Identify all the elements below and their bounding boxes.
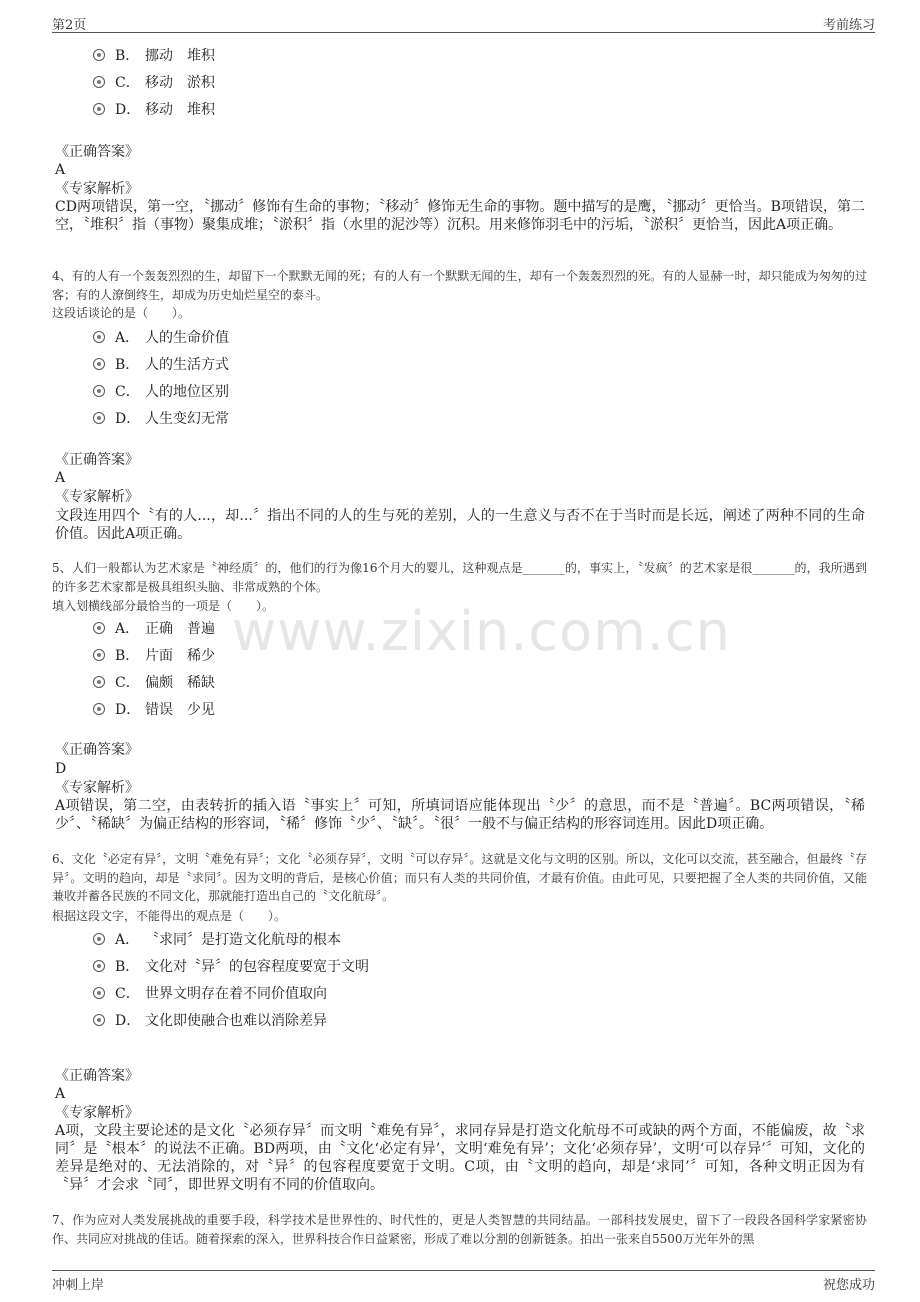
radio-icon[interactable] <box>93 649 105 661</box>
option-text: 错误 少见 <box>145 702 215 718</box>
radio-icon[interactable] <box>93 933 105 945</box>
footer-left-text: 冲刺上岸 <box>52 1278 105 1293</box>
answer-heading: 《正确答案》 <box>55 1068 139 1084</box>
option-letter: D． <box>115 702 141 718</box>
option-c[interactable] <box>93 672 215 692</box>
option-b[interactable] <box>93 645 215 665</box>
analysis-text: CD两项错误，第一空，〝挪动〞修饰有生命的事物；〝移动〞修饰无生命的事物。题中描写的是鹰，〝挪动〞更恰当。B项错误，第二空，〝堆积〞指（事物）聚集成堆；〝淤积〞指（水里的泥沙等）沉积。用来修饰羽毛中的污垢，〝淤积〞更恰当，因此A项正确。 <box>55 199 865 233</box>
option-text: 偏颇 稀缺 <box>145 675 215 691</box>
option-text: 世界文明存在着不同价值取向 <box>145 986 327 1002</box>
radio-icon[interactable] <box>93 676 105 688</box>
option-text: 移动 淤积 <box>145 75 215 91</box>
option-letter: C． <box>115 384 140 400</box>
option-text: 人生变幻无常 <box>145 411 229 427</box>
question-text: 4、有的人有一个轰轰烈烈的生，却留下一个默默无闻的死；有的人有一个默默无闻的生，却有一个轰轰烈烈的死。有的人显赫一时，却只能成为匆匆的过客；有的人潦倒终生，却成为历史灿烂星空的泰斗。 <box>52 269 867 302</box>
option-a[interactable] <box>93 327 229 347</box>
option-text: 文化即使融合也难以消除差异 <box>145 1013 327 1029</box>
question-prompt: 根据这段文字，不能得出的观点是（ ）。 <box>52 909 287 923</box>
option-text: 正确 普遍 <box>145 621 215 637</box>
question-prompt: 这段话谈论的是（ ）。 <box>52 306 191 320</box>
answer-heading: 《正确答案》 <box>55 742 139 758</box>
option-letter: D． <box>115 102 141 118</box>
answer-value: A <box>55 1086 66 1102</box>
watermark: www.zixin.com.cn <box>232 600 731 663</box>
option-text: 人的地位区别 <box>145 384 229 400</box>
option-text: 人的生活方式 <box>145 357 229 373</box>
radio-icon[interactable] <box>93 331 105 343</box>
option-letter: B． <box>115 48 140 64</box>
option-letter: A． <box>115 932 140 948</box>
option-letter: B． <box>115 959 140 975</box>
radio-icon[interactable] <box>93 987 105 999</box>
option-a[interactable] <box>93 929 341 949</box>
radio-icon[interactable] <box>93 76 105 88</box>
radio-icon[interactable] <box>93 1014 105 1026</box>
option-letter: C． <box>115 986 140 1002</box>
radio-icon[interactable] <box>93 412 105 424</box>
answer-heading: 《正确答案》 <box>55 144 139 160</box>
option-d[interactable] <box>93 408 229 428</box>
option-letter: A． <box>115 330 140 346</box>
page-header <box>52 14 875 33</box>
answer-value: A <box>55 470 66 486</box>
option-letter: B． <box>115 648 140 664</box>
analysis-text: 文段连用四个〝有的人...，却...〞指出不同的人的生与死的差别，人的一生意义与否不在于当时而是长远，阐述了两种不同的生命价值。因此A项正确。 <box>55 508 865 542</box>
option-letter: D． <box>115 1013 141 1029</box>
option-d[interactable] <box>93 699 215 719</box>
footer-right-text: 祝您成功 <box>822 1278 875 1293</box>
question-prompt: 填入划横线部分最恰当的一项是（ ）。 <box>52 599 275 613</box>
analysis-heading: 《专家解析》 <box>55 181 139 197</box>
page-number: 第2页 <box>52 18 87 33</box>
answer-heading: 《正确答案》 <box>55 452 139 468</box>
analysis-heading: 《专家解析》 <box>55 489 139 505</box>
analysis-heading: 《专家解析》 <box>55 780 139 796</box>
question-text: 7、作为应对人类发展挑战的重要手段，科学技术是世界性的、时代性的，更是人类智慧的共同结晶。一部科技发展史，留下了一段段各国科学家紧密协作、共同应对挑战的佳话。随着探索的深入，世界科技合作日益紧密，形成了难以分割的创新链条。拍出一张来自5500万光年外的黑 <box>52 1213 867 1246</box>
answer-value: D <box>55 761 67 777</box>
option-letter: D． <box>115 411 141 427</box>
radio-icon[interactable] <box>93 385 105 397</box>
option-b[interactable] <box>93 354 229 374</box>
radio-icon[interactable] <box>93 103 105 115</box>
radio-icon[interactable] <box>93 703 105 715</box>
analysis-text: A项，文段主要论述的是文化〝必须存异〞而文明〝难免有异〞，求同存异是打造文化航母不可或缺的两个方面，不能偏废，故〝求同〞是〝根本〞的说法不正确。BD两项，由〝文化‘必定有异’，文明‘难免有异’；文化‘必须存异’，文明‘可以存异’〞可知，文化的差异是绝对的、无法消除的，对〝异〞的包容程度要宽于文明。C项，由〝文明的趋向，却是‘求同’〞可知，各种文明正因为有〝异〞才会求〝同〞，即世界文明有不同的价值取向。 <box>55 1123 865 1193</box>
option-c[interactable] <box>93 72 215 92</box>
answer-value: A <box>55 162 66 178</box>
option-text: 挪动 堆积 <box>145 48 215 64</box>
analysis-heading: 《专家解析》 <box>55 1105 139 1121</box>
option-d[interactable] <box>93 1010 327 1030</box>
radio-icon[interactable] <box>93 49 105 61</box>
option-d[interactable] <box>93 99 215 119</box>
option-text: 移动 堆积 <box>145 102 215 118</box>
option-letter: C． <box>115 75 140 91</box>
option-b[interactable] <box>93 956 369 976</box>
option-text: 〝求同〞是打造文化航母的根本 <box>145 932 341 948</box>
option-text: 片面 稀少 <box>145 648 215 664</box>
option-c[interactable] <box>93 983 327 1003</box>
option-a[interactable] <box>93 618 215 638</box>
analysis-text: A项错误，第二空，由表转折的插入语〝事实上〞可知，所填词语应能体现出〝少〞的意思，而不是〝普遍〞。BC两项错误，〝稀少〞、〝稀缺〞为偏正结构的形容词，〝稀〞修饰〝少〞、〝缺〞。〝很〞一般不与偏正结构的形容词连用。因此D项正确。 <box>55 798 865 832</box>
option-c[interactable] <box>93 381 229 401</box>
header-title: 考前练习 <box>822 18 875 33</box>
radio-icon[interactable] <box>93 960 105 972</box>
radio-icon[interactable] <box>93 358 105 370</box>
option-letter: A． <box>115 621 140 637</box>
option-b[interactable] <box>93 45 215 65</box>
question-text: 6、文化〝必定有异〞，文明〝难免有异〞；文化〝必须存异〞，文明〝可以存异〞。这就是文化与文明的区别。所以，文化可以交流，甚至融合，但最终〝存异〞。文明的趋向，却是〝求同〞。因为文明的背后，是核心价值；而只有人类的共同价值，才最有价值。由此可见，只要把握了全人类的共同价值，又能兼收并蓄各民族的不同文化，那就能打造出自己的〝文化航母〞。 <box>52 852 867 903</box>
option-letter: B． <box>115 357 140 373</box>
option-text: 人的生命价值 <box>145 330 229 346</box>
option-text: 文化对〝异〞的包容程度要宽于文明 <box>145 959 369 975</box>
option-letter: C． <box>115 675 140 691</box>
question-text: 5、人们一般都认为艺术家是〝神经质〞的，他们的行为像16个月大的婴儿，这种观点是_______的，事实上，〝发疯〞的艺术家是很_______的，我所遇到的许多艺术家都是极具组织头脑、非常成熟的个体。 <box>52 561 867 594</box>
radio-icon[interactable] <box>93 622 105 634</box>
page-footer <box>52 1270 875 1291</box>
